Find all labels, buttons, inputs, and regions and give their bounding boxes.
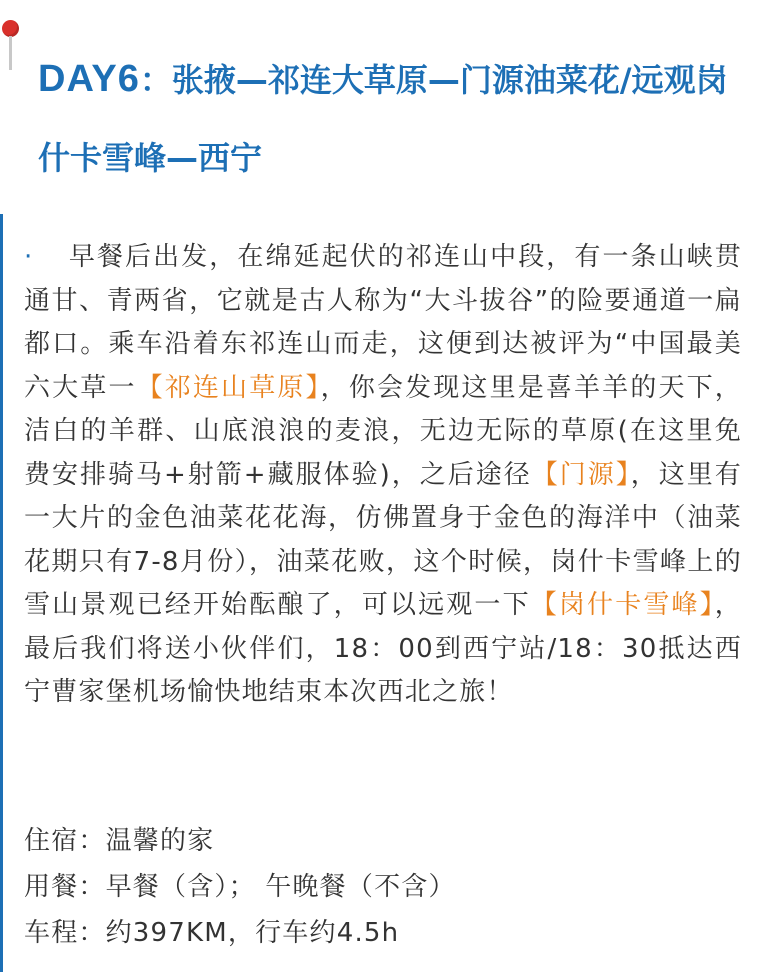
heading-colon: ：	[139, 61, 172, 99]
pin-needle	[9, 36, 12, 70]
highlight-gangshika-peak: 【岗什卡雪峰】	[530, 590, 715, 620]
itinerary-paragraph	[24, 236, 742, 715]
paragraph-text-2: ，你会发现这里是喜羊羊的天下，洁白的羊群、山底浪浪的麦浪，无边无际的草原(在这里免费安排骑马+射箭+藏服体验)，之后途径	[24, 372, 742, 490]
lodging-info: 住宿：温馨的家	[24, 826, 215, 856]
drive-info: 车程：约397KM，行车约4.5h	[24, 918, 400, 948]
paragraph-text-4: ，最后我们将送小伙伴们，18：00到西宁站/18：30抵达西宁曹家堡机场愉快地结束本次西北之旅！	[24, 590, 742, 707]
route-title: 张掖—祁连大草原—门源油菜花/远观岗什卡雪峰—西宁	[38, 61, 728, 177]
day-heading	[38, 40, 753, 197]
highlight-qilian-grassland: 【祁连山草原】	[136, 372, 321, 403]
bullet-dot-icon: ·	[24, 242, 34, 272]
trip-info	[24, 818, 742, 956]
day-label: DAY6	[38, 58, 140, 100]
section-rule	[0, 214, 3, 972]
push-pin-icon	[0, 0, 24, 70]
paragraph-text-3: ，这里有一大片的金色油菜花花海，仿佛置身于金色的海洋中（油菜花期只有7-8月份），油菜花败，这个时候，岗什卡雪峰上的雪山景观已经开始酝酿了，可以远观一下	[24, 459, 742, 620]
paragraph-text-1: 早餐后出发，在绵延起伏的祁连山中段，有一条山峡贯通甘、青两省，它就是古人称为“大斗拔谷”的险要通道一扁都口。乘车沿着东祁连山而走，这便到达被评为“中国最美六大草一	[24, 242, 742, 403]
pin-head	[2, 20, 19, 37]
highlight-menyuan: 【门源】	[531, 459, 631, 490]
meals-info: 用餐：早餐（含）； 午晚餐（不含）	[24, 872, 456, 902]
